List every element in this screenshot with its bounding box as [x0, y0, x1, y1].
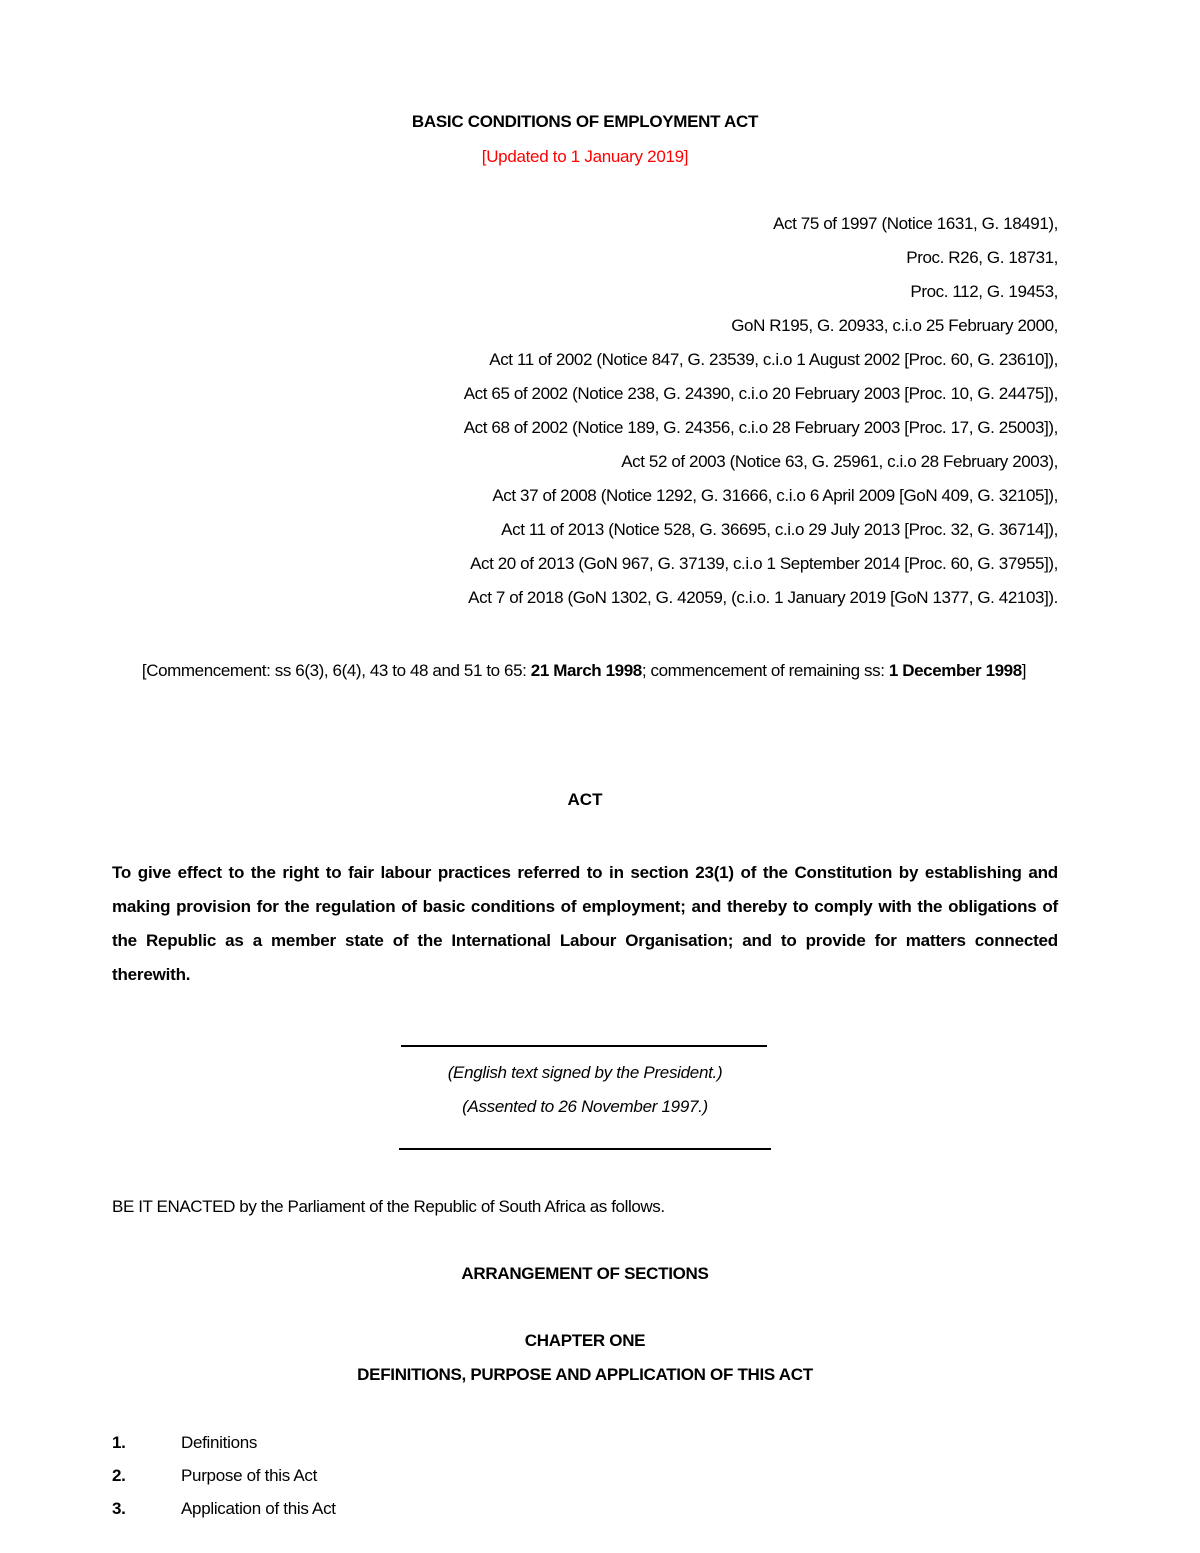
arrangement-heading: ARRANGEMENT OF SECTIONS: [461, 1264, 709, 1283]
history-line: Act 37 of 2008 (Notice 1292, G. 31666, c.i.o 6 April 2009 [GoN 409, G. 32105]),: [492, 486, 1058, 505]
divider-line: [399, 1148, 771, 1150]
amendment-history: [464, 214, 1058, 622]
commencement-text: [Commencement: ss 6(3), 6(4), 43 to 48 and 51 to 65:: [141, 661, 531, 680]
commencement-date: 1 December 1998: [888, 661, 1022, 680]
signed-note: (English text signed by the President.): [447, 1063, 723, 1082]
chapter-number: CHAPTER ONE: [524, 1331, 646, 1350]
history-line: Proc. 112, G. 19453,: [910, 282, 1058, 301]
history-line: Act 11 of 2013 (Notice 528, G. 36695, c.i.o 29 July 2013 [Proc. 32, G. 36714]),: [501, 520, 1058, 539]
section-list: [112, 1433, 336, 1532]
long-title: To give effect to the right to fair labour practices referred to in section 23(1) of the Constitution by establishing and making provision for the regulation of basic conditions of employment; and thereby to comply with the obligations of the Republic as a member state of the International Labour Organisation; and to provide for matters connected therewith.: [112, 863, 1058, 984]
history-line: Proc. R26, G. 18731,: [906, 248, 1058, 267]
enacting-clause: BE IT ENACTED by the Parliament of the Republic of South Africa as follows.: [112, 1197, 665, 1216]
act-title: BASIC CONDITIONS OF EMPLOYMENT ACT: [411, 112, 759, 131]
section-item: [112, 1466, 336, 1499]
section-title: Definitions: [181, 1433, 258, 1452]
section-title: Application of this Act: [181, 1499, 336, 1518]
commencement-date: 21 March 1998: [530, 661, 642, 680]
section-item: [112, 1499, 336, 1532]
section-number: 2.: [112, 1466, 126, 1485]
commencement-text: ; commencement of remaining ss:: [641, 661, 889, 680]
section-number: 3.: [112, 1499, 126, 1518]
history-line: Act 11 of 2002 (Notice 847, G. 23539, c.i.o 1 August 2002 [Proc. 60, G. 23610]),: [489, 350, 1058, 369]
section-title: Purpose of this Act: [181, 1466, 318, 1485]
history-line: Act 75 of 1997 (Notice 1631, G. 18491),: [773, 214, 1058, 233]
updated-note: [Updated to 1 January 2019]: [481, 147, 689, 166]
chapter-title: DEFINITIONS, PURPOSE AND APPLICATION OF THIS ACT: [357, 1365, 813, 1384]
history-line: Act 20 of 2013 (GoN 967, G. 37139, c.i.o 1 September 2014 [Proc. 60, G. 37955]),: [470, 554, 1058, 573]
history-line: Act 7 of 2018 (GoN 1302, G. 42059, (c.i.o. 1 January 2019 [GoN 1377, G. 42103]).: [468, 588, 1058, 607]
history-line: Act 65 of 2002 (Notice 238, G. 24390, c.i.o 20 February 2003 [Proc. 10, G. 24475]),: [463, 384, 1058, 403]
section-item: [112, 1433, 336, 1466]
history-line: GoN R195, G. 20933, c.i.o 25 February 2000,: [731, 316, 1058, 335]
history-line: Act 52 of 2003 (Notice 63, G. 25961, c.i.o 28 February 2003),: [621, 452, 1058, 471]
commencement-note: [112, 654, 1056, 688]
commencement-text: ]: [1021, 661, 1027, 680]
history-line: Act 68 of 2002 (Notice 189, G. 24356, c.i.o 28 February 2003 [Proc. 17, G. 25003]),: [463, 418, 1058, 437]
assented-note: (Assented to 26 November 1997.): [462, 1097, 708, 1116]
act-heading: ACT: [567, 790, 603, 809]
section-number: 1.: [112, 1433, 126, 1452]
divider-line: [401, 1045, 767, 1047]
